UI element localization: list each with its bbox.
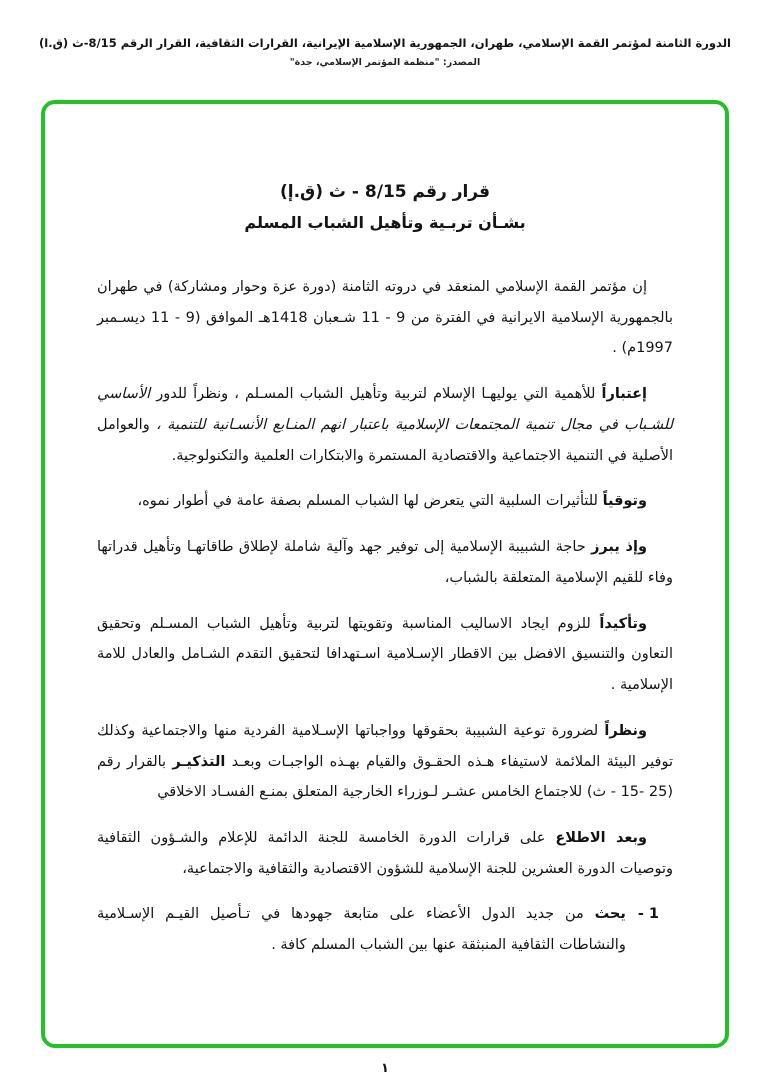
item-text bbox=[97, 899, 626, 960]
paragraph bbox=[97, 486, 673, 517]
text-segment: وإذ يبرز bbox=[591, 539, 647, 556]
paragraph bbox=[97, 823, 673, 884]
text-segment: يحث bbox=[594, 906, 626, 923]
text-segment: على قرارات الدورة الخامسة للجنة الدائمة للإعلام والشـؤون الثقافية وتوصيات الدورة العشرين للجنة الإسلامية للشؤون الاقتصادية والثقافية والاجتماعية، bbox=[97, 830, 673, 877]
text-segment: للزوم ايجاد الاساليب المناسبة وتقويتها لتربية وتأهيل الشباب المسـلم وتحقيق التعاون والتنسيق الافضل بين الاقطار الإسـلامية اسـتهدافا لتحقيق التقدم الشـامل والعادل للامة الإسلامية . bbox=[97, 615, 673, 694]
paragraph bbox=[97, 272, 673, 364]
text-segment: الأساسي للشـباب في مجال تنمية المجتمعات الإسلامية باعتبار انهم المنـابع الأنسـانية للتنمية ، bbox=[97, 386, 673, 433]
header-citation: الدورة الثامنة لمؤتمر القمة الإسلامي، طهران، الجمهورية الإسلامية الإيرانية، القرارات الثقافية، القرار الرقم 8/15-ث (ق.ا) bbox=[39, 36, 731, 50]
text-segment: وتأكيداً bbox=[599, 615, 647, 632]
header-source: المصدر: "منظمة المؤتمر الإسلامي، جدة" bbox=[289, 57, 481, 69]
text-segment: لضرورة توعية الشبيبة بحقوقها وواجباتها الإسـلامية الفردية منها والاجتماعية وكذلك توفير البيئة الملائمة لاستيفاء هـذه الحقـوق والقيام بهـذه الواجبـات وبعـد bbox=[97, 722, 673, 770]
paragraph bbox=[97, 532, 673, 593]
page-number: ١ bbox=[381, 1061, 389, 1076]
text-segment: حاجة الشبيبة الإسلامية إلى توفير جهد وآلية شاملة لإطلاق طاقاتهـا وتأهيل قدراتها وفاء للقيم الإسلامية المتعلقة بالشباب، bbox=[97, 539, 673, 586]
numbered-items-container bbox=[97, 899, 673, 960]
item-number: 1 - bbox=[637, 906, 659, 923]
text-segment: من جديد الدول الأعضاء على متابعة جهودها في تـأصيل القيـم الإسـلامية والنشاطات الثقافية المنبثقة عنها بين الشباب المسلم كافة . bbox=[97, 906, 626, 954]
paragraph bbox=[97, 716, 673, 808]
text-segment: وتوقياً bbox=[602, 493, 647, 510]
text-segment: إعتباراً bbox=[601, 386, 647, 403]
text-segment: إن مؤتمر القمة الإسلامي المنعقد في دروته الثامنة (دورة عزة وحوار ومشاركة) في طهران بالجمهورية الإسلامية الايرانية في الفترة من 9 - 11 شـعبان 1418هـ الموافق (9 - 11 ديسـمبر 1997م) . bbox=[97, 279, 673, 357]
text-segment: للتأثيرات السلبية التي يتعرض لها الشباب المسلم بصفة عامة في أطوار نموه، bbox=[137, 493, 603, 510]
highlight-border-box bbox=[41, 100, 729, 1048]
text-segment: ونظراً bbox=[604, 722, 647, 739]
text-segment: وبعد الاطلاع bbox=[555, 830, 647, 847]
resolution-subtitle: بشـأن تربـية وتأهيل الشباب المسلم bbox=[244, 213, 526, 232]
text-segment: بالقرار رقم (25 -15 - ث) للاجتماع الخامس عشـر لـوزراء الخارجية المتعلق بمنـع الفسـاد الاخلاقي bbox=[97, 753, 673, 801]
resolution-title: قرار رقم 8/15 - ث (ق.إ) bbox=[279, 182, 491, 202]
document-header bbox=[30, 34, 740, 68]
paragraph bbox=[97, 379, 673, 471]
text-segment: للأهمية التي يوليهـا الإسلام لتربية وتأهيل الشباب المسـلم ، ونظراً للدور bbox=[150, 386, 602, 403]
paragraph bbox=[97, 609, 673, 701]
numbered-item bbox=[97, 899, 673, 960]
text-segment: التذكيـر bbox=[172, 753, 226, 770]
paragraphs-container bbox=[97, 272, 673, 884]
text-segment: والعوامل الأصلية في التنمية الاجتماعية والاقتصادية المستمرة والابتكارات العلمية والتكنولوجية. bbox=[97, 416, 673, 464]
